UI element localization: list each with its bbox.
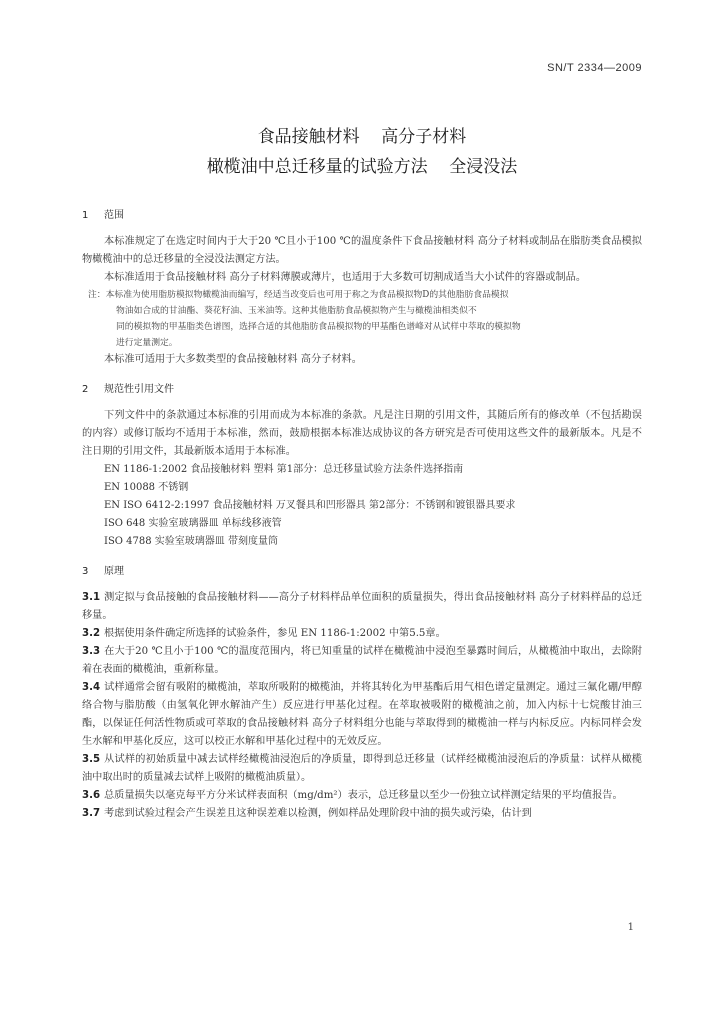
scope-paragraph-3: 本标准可适用于大多数类型的食品接触材料 高分子材料。 <box>104 354 362 365</box>
clause-number: 3.7 <box>82 808 101 819</box>
reference-item: EN 10088 不锈钢 <box>104 482 189 493</box>
normative-intro: 下列文件中的条款通过本标准的引用而成为本标准的条款。凡是注日期的引用文件，其随后所有的修改单（不包括勘误的内容）或修订版均不适用于本标准，然而，鼓励根据本标准达成协议的各方研究是否可使用这些文件的最新版本。凡是不注日期的引用文件，其最新版本适用于本标准。 <box>82 410 642 457</box>
scope-paragraph-1: 本标准规定了在选定时间内于大于20 ℃且小于100 ℃的温度条件下食品接触材料 高分子材料或制品在脂肪类食品模拟物橄榄油中的总迁移量的全浸没法测定方法。 <box>82 236 642 265</box>
clause-text: 总质量损失以毫克每平方分米试样表面积（mg/dm²）表示，总迁移量以至少一份独立试样测定结果的平均值报告。 <box>104 790 623 801</box>
section-title: 原理 <box>104 566 124 577</box>
reference-item: EN ISO 6412-2:1997 食品接触材料 万叉餐具和凹形器具 第2部分：不锈钢和镀银器具要求 <box>104 500 516 511</box>
title-line-1: 食品接触材料 高分子材料 <box>257 127 467 147</box>
note-line: 进行定量测定。 <box>116 338 178 348</box>
section-number: 3 <box>82 566 89 577</box>
clause-3-5 <box>82 751 642 787</box>
scope-note <box>82 287 642 351</box>
section-number: 2 <box>82 384 89 395</box>
title-line-2: 橄榄油中总迁移量的试验方法 全浸没法 <box>206 157 518 177</box>
clause-number: 3.1 <box>82 592 101 603</box>
section-title: 规范性引用文件 <box>104 384 174 395</box>
clause-number: 3.6 <box>82 790 101 801</box>
document-body <box>82 205 642 823</box>
clause-3-3 <box>82 643 642 679</box>
reference-item: EN 1186-1:2002 食品接触材料 塑料 第1部分：总迁移量试验方法条件选择指南 <box>104 464 464 475</box>
clause-number: 3.3 <box>82 646 101 657</box>
reference-item: ISO 4788 实验室玻璃器皿 带刻度量筒 <box>104 536 278 547</box>
clause-text: 从试样的初始质量中减去试样经橄榄油浸泡后的净质量，即得到总迁移量（试样经橄榄油浸泡后的净质量：试样从橄榄油中取出时的质量减去试样上吸附的橄榄油质量）。 <box>82 754 642 783</box>
section-2-heading <box>82 379 642 401</box>
page-number: 1 <box>627 922 634 933</box>
section-number: 1 <box>82 210 89 221</box>
clause-3-4 <box>82 679 642 751</box>
clause-text: 测定拟与食品接触的食品接触材料——高分子材料样品单位面积的质量损失，得出食品接触材料 高分子材料样品的总迁移量。 <box>82 592 642 621</box>
reference-item: ISO 648 实验室玻璃器皿 单标线移液管 <box>104 518 282 529</box>
section-3-heading <box>82 561 642 583</box>
clause-text: 根据使用条件确定所选择的试验条件，参见 EN 1186-1:2002 中第5.5章。 <box>104 628 446 639</box>
note-line: 同的模拟物的甲基脂类色谱图，选择合适的其他脂肪食品模拟物的甲基酯色谱峰对从试样中萃取的模拟物 <box>116 322 521 332</box>
clause-3-2 <box>82 625 642 643</box>
clause-text: 试样通常会留有吸附的橄榄油，萃取所吸附的橄榄油，并将其转化为甲基酯后用气相色谱定量测定。通过三氟化硼/甲醇络合物与脂肪酸（由氢氧化钾水解油产生）反应进行甲基化过程。在萃取被吸附的橄榄油之前，加入内标十七烷酸甘油三酯，以保证任何活性物质或可萃取的食品接触材料 高分子材料组分也能与萃取得到的橄榄油一样与内标反应。内标同样会发生水解和甲基化反应，这可以校正水解和甲基化过程中的无效反应。 <box>82 682 642 747</box>
section-1-heading <box>82 205 642 227</box>
clause-3-6 <box>82 787 642 805</box>
clause-number: 3.2 <box>82 628 101 639</box>
clause-3-1 <box>82 589 642 625</box>
note-line: 注：本标准为使用脂肪模拟物橄榄油而编写，经适当改变后也可用于称之为食品模拟物D的其他脂肪食品模拟 <box>88 290 509 300</box>
note-line: 物油如合成的甘油酯、葵花籽油、玉米油等。这种其他脂肪食品模拟物产生与橄榄油相类似不 <box>116 306 477 316</box>
clause-text: 考虑到试验过程会产生误差且这种误差难以检测，例如样品处理阶段中油的损失或污染，估计到 <box>104 808 532 819</box>
section-title: 范围 <box>104 210 124 221</box>
document-title <box>0 122 724 182</box>
clause-number: 3.5 <box>82 754 101 765</box>
standard-code: SN/T 2334—2009 <box>547 62 642 74</box>
clause-number: 3.4 <box>82 682 101 693</box>
clause-text: 在大于20 ℃且小于100 ℃的温度范围内，将已知重量的试样在橄榄油中浸泡至暴露时间后，从橄榄油中取出，去除附着在表面的橄榄油，重新称量。 <box>82 646 642 675</box>
scope-paragraph-2: 本标准适用于食品接触材料 高分子材料薄膜或薄片，也适用于大多数可切割成适当大小试件的容器或制品。 <box>104 272 587 283</box>
clause-3-7 <box>82 805 642 823</box>
